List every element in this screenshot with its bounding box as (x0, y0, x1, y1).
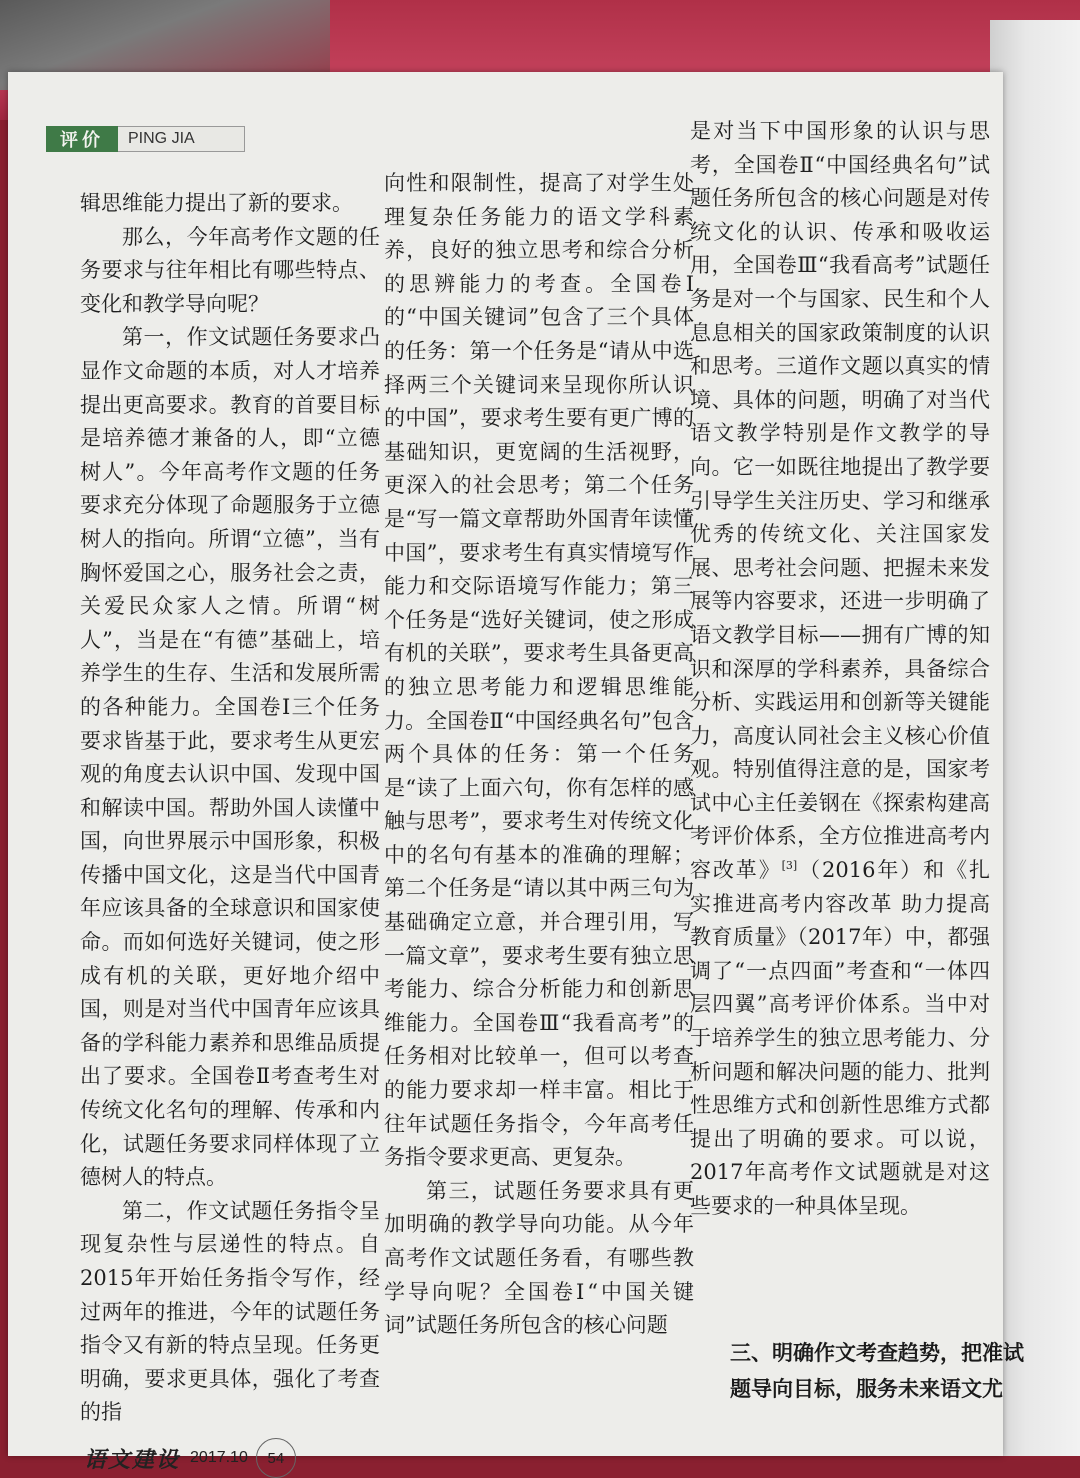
paragraph: 那么，今年高考作文题的任务要求与往年相比有哪些特点、变化和教学导向呢？ (80, 224, 380, 316)
section-tag: 评价 (46, 126, 118, 152)
paragraph (690, 115, 990, 1224)
page-footer (84, 1438, 296, 1478)
paragraph-text: （2016年）和《扎实推进高考内容改革 助力提高教育质量》（2017年）中，都强调了“一点四面”考查和“一体四层四翼”高考评价体系。当中对于培养学生的独立思考能力、分析问题和解决问题的能力、批判性思维方式和创新性思维方式都提出了明确的要求。可以说，2017年高考作文试题就是对这些要求的一种具体呈现。 (690, 858, 990, 1218)
section-pinyin: PING JIA (118, 126, 245, 152)
section-heading: 三、明确作文考查趋势，把准试题导向目标，服务未来语文尤 (730, 1341, 1024, 1401)
paragraph: 辑思维能力提出了新的要求。 (80, 191, 353, 215)
paragraph: 向性和限制性，提高了对学生处理复杂任务能力的语文学科素养，良好的独立思考和综合分析的思辨能力的考查。全国卷Ⅰ的“中国关键词”包含了三个具体的任务：第一个任务是“请从中选择两三个关键词来呈现你所认识的中国”，要求考生要有更广博的基础知识，更宽阔的生活视野，更深入的社会思考；第二个任务是“写一篇文章帮助外国青年读懂中国”，要求考生有真实情境写作能力和交际语境写作能力；第三个任务是“选好关键词，使之形成有机的关联”，要求考生具备更高的独立思考能力和逻辑思维能力。全国卷Ⅱ“中国经典名句”包含两个具体的任务：第一个任务是“读了上面六句，你有怎样的感触与思考”，要求考生对传统文化中的名句有基本的准确的理解；第二个任务是“请以其中两三句为基础确定立意，并合理引用，写一篇文章”，要求考生要有独立思考能力、综合分析能力和创新思维能力。全国卷Ⅲ“我看高考”的任务相对比较单一，但可以考查的能力要求却一样丰富。相比于往年试题任务指令，今年高考任务指令要求更高、更复杂。 (384, 171, 694, 1170)
text-column-3 (690, 115, 990, 1224)
paragraph: 第三，试题任务要求具有更加明确的教学导向功能。从今年高考作文试题任务看，有哪些教学导向呢？全国卷Ⅰ“中国关键词”试题任务所包含的核心问题 (384, 1178, 694, 1338)
issue-number: 2017.10 (190, 1449, 248, 1466)
journal-title: 语文建设 (84, 1446, 181, 1473)
section-header (46, 126, 245, 152)
text-column-2 (384, 167, 694, 1343)
paragraph: 第二，作文试题任务指令呈现复杂性与层递性的特点。自2015年开始任务指令写作，经过两年的推进，今年的试题任务指令又有新的特点呈现。任务更明确，要求更具体，强化了考查的指 (80, 1198, 380, 1425)
page-number: 54 (256, 1438, 296, 1478)
paragraph: 第一，作文试题任务要求凸显作文命题的本质，对人才培养提出更高要求。教育的首要目标是培养德才兼备的人，即“立德树人”。今年高考作文题的任务要求充分体现了命题服务于立德树人的指向。所谓“立德”，当有胸怀爱国之心，服务社会之责，关爱民众家人之情。所谓“树人”，当是在“有德”基础上，培养学生的生存、生活和发展所需的各种能力。全国卷Ⅰ三个任务要求皆基于此，要求考生从更宏观的角度去认识中国、发现中国和解读中国。帮助外国人读懂中国，向世界展示中国形象，积极传播中国文化，这是当代中国青年应该具备的全球意识和国家使命。而如何选好关键词，使之形成有机的关联，更好地介绍中国，则是对当代中国青年应该具备的学科能力素养和思维品质提出了要求。全国卷Ⅱ考查考生对传统文化名句的理解、传承和内化，试题任务要求同样体现了立德树人的特点。 (80, 325, 380, 1190)
paragraph-text: 是对当下中国形象的认识与思考，全国卷Ⅱ“中国经典名句”试题任务所包含的核心问题是对传统文化的认识、传承和吸收运用，全国卷Ⅲ“我看高考”试题任务是对一个与国家、民生和个人息息相关的国家政策制度的认识和思考。三道作文题以真实的情境、具体的问题，明确了对当代语文教学特别是作文教学的导向。它一如既往地提出了教学要引导学生关注历史、学习和继承优秀的传统文化、关注国家发展、思考社会问题、把握未来发展等内容要求，还进一步明确了语文教学目标——拥有广博的知识和深厚的学科素养，具备综合分析、实践运用和创新等关键能力，高度认同社会主义核心价值观。特别值得注意的是，国家考试中心主任姜钢在《探索构建高考评价体系，全方位推进高考内容改革》 (690, 119, 990, 883)
text-column-1 (80, 187, 380, 1430)
next-page-edge (990, 20, 1080, 1456)
footnote-mark: [3] (781, 859, 798, 873)
